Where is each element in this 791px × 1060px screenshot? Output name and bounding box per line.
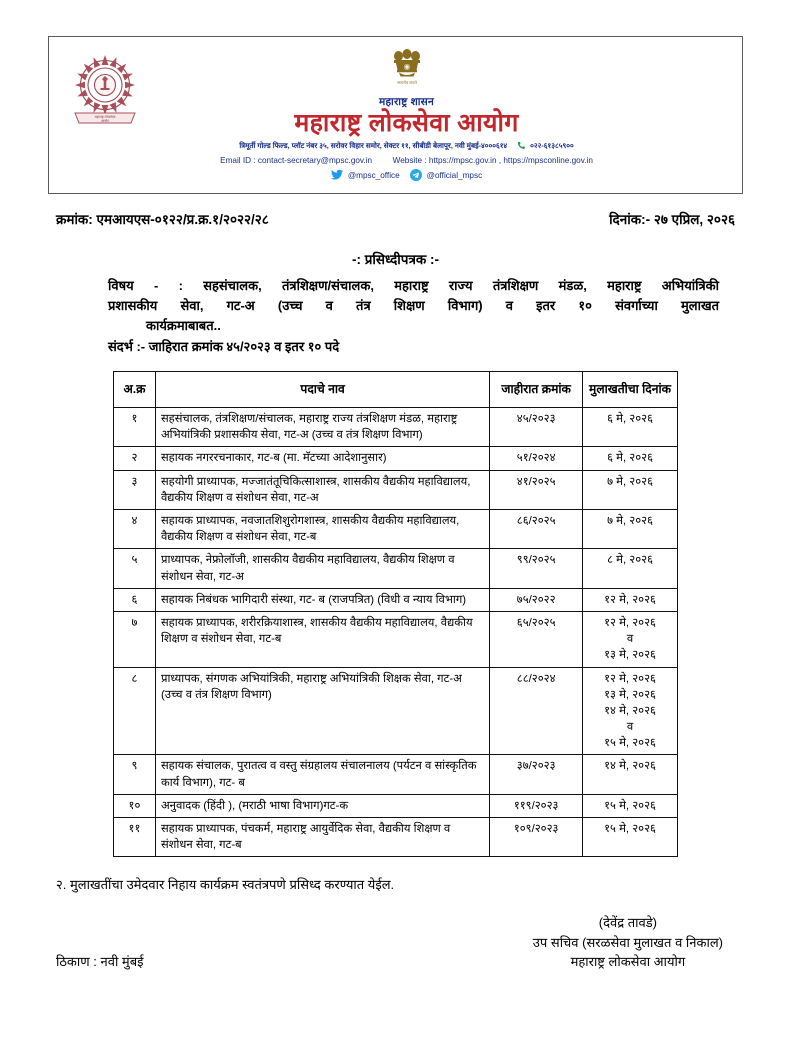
twitter-handle: @mpsc_office: [347, 171, 400, 180]
date-line: १५ मे, २०२६: [604, 823, 656, 835]
cell-advertisement-number: ९९/२०२५: [490, 549, 583, 588]
cell-interview-date: [583, 470, 678, 509]
column-header-advertisement: जाहीरात क्रमांक: [490, 372, 583, 408]
cell-post-name: सहायक प्राध्यापक, नवजातशिशुरोगशास्त्र, शासकीय वैद्यकीय महाविद्यालय, वैद्यकीय शिक्षण व संशोधन सेवा, गट-ब: [155, 510, 489, 549]
signer-name: (देवेंद्र तावडे): [598, 915, 658, 931]
column-header-interview-date: मुलाखतीचा दिनांक: [583, 372, 678, 408]
signer-organization: महाराष्ट्र लोकसेवा आयोग: [570, 954, 686, 970]
reference-number: क्रमांक: एमआयएस-०१२२/प्र.क्र.१/२०२२/२८: [56, 211, 269, 227]
address-row: [151, 141, 662, 152]
footer-note: २. मुलाखतींचा उमेदवार निहाय कार्यक्रम स्वतंत्रपणे प्रसिध्द करण्यात येईल.: [56, 877, 395, 893]
date-list: [588, 615, 672, 664]
cell-post-name: सहसंचालक, तंत्रशिक्षण/संचालक, महाराष्ट्र राज्य तंत्रशिक्षण मंडळ, महाराष्ट्र अभियांत्रिकी प्रशासकीय सेवा, गट-अ (उच्च व तंत्र शिक्षण विभाग): [155, 408, 489, 447]
cell-interview-date: [583, 667, 678, 755]
telegram-icon: [410, 169, 422, 183]
date-list: [588, 821, 672, 837]
table-row: [114, 667, 678, 755]
subject-line-3: कार्यक्रमाबाबत..: [146, 317, 221, 333]
cell-post-name: सहायक प्राध्यापक, शरीरक्रियाशास्त्र, शासकीय वैद्यकीय महाविद्यालय, वैद्यकीय शिक्षण व संशोधन सेवा, गट-ब: [155, 611, 489, 667]
cell-advertisement-number: ३७/२०२३: [490, 755, 583, 794]
date-line: १५ मे, २०२६: [604, 737, 656, 750]
cell-interview-date: [583, 611, 678, 667]
date-line: १२ मे, २०२६: [604, 616, 656, 629]
date-line: ७ मे, २०२६: [607, 515, 653, 527]
mpsc-seal-logo: [59, 45, 151, 129]
cell-sr: ९: [114, 755, 156, 794]
signer-designation: उप सचिव (सरळसेवा मुलाखत व निकाल): [532, 934, 723, 950]
cell-advertisement-number: ५१/२०२४: [490, 447, 583, 470]
svg-text:आयोग: आयोग: [100, 119, 110, 123]
cell-post-name: अनुवादक (हिंदी ), (मराठी भाषा विभाग)गट-क: [155, 794, 489, 817]
cell-advertisement-number: ४५/२०२३: [490, 408, 583, 447]
notice-kind: -: प्रसिध्दीपत्रक :-: [351, 251, 440, 267]
subject-line-1: विषय - : सहसंचालक, तंत्रशिक्षण/संचालक, महाराष्ट्र राज्य तंत्रशिक्षण मंडळ, महाराष्ट्र अभियांत्रिकी: [108, 277, 719, 293]
date-line: ६ मे, २०२६: [607, 413, 653, 426]
signature-block: [56, 913, 723, 972]
date-list: [588, 758, 672, 774]
date-list: [588, 552, 672, 568]
document-date: दिनांक:- २७ एप्रिल, २०२६: [609, 211, 735, 227]
cell-interview-date: [583, 794, 678, 817]
date-line: ६ मे, २०२६: [607, 452, 653, 465]
table-row: [114, 510, 678, 549]
twitter-icon: [331, 169, 343, 182]
cell-interview-date: [583, 549, 678, 588]
date-list: [588, 450, 672, 466]
subject-reference: संदर्भ :- जाहिरात क्रमांक ४५/२०२३ व इतर १० पदे: [108, 338, 340, 354]
place-line: ठिकाण : नवी मुंबई: [56, 953, 144, 969]
cell-advertisement-number: ११९/२०२३: [490, 794, 583, 817]
subject-block: [108, 276, 719, 358]
cell-post-name: सहायक प्राध्यापक, पंचकर्म, महाराष्ट्र आयुर्वेदिक सेवा, वैद्यकीय शिक्षण व संशोधन सेवा, गट-ब: [155, 818, 489, 857]
date-list: [588, 798, 672, 814]
letterhead: [48, 36, 743, 194]
date-line: १२ मे, २०२६: [604, 672, 656, 685]
date-line: ८ मे, २०२६: [607, 554, 653, 567]
date-list: [588, 513, 672, 529]
date-list: [588, 411, 672, 427]
table-row: [114, 611, 678, 667]
svg-text:महाराष्ट्र लोकसेवा: महाराष्ट्र लोकसेवा: [94, 115, 116, 119]
contact-row: [151, 156, 662, 165]
date-line: १४ मे, २०२६: [604, 760, 656, 773]
social-row: [151, 169, 662, 183]
cell-sr: ८: [114, 667, 156, 755]
govt-line: महाराष्ट्र शासन: [378, 96, 435, 108]
cell-post-name: सहायक संचालक, पुरातत्व व वस्तु संग्रहालय संचालनालय (पर्यटन व सांस्कृतिक कार्य विभाग), गट- ब: [155, 755, 489, 794]
cell-sr: ३: [114, 470, 156, 509]
phone-icon: [517, 141, 526, 152]
date-line: १५ मे, २०२६: [604, 799, 656, 812]
cell-post-name: सहायक निबंधक भागिदारी संस्था, गट- ब (राजपत्रित) (विधी व न्याय विभाग): [155, 588, 489, 611]
cell-advertisement-number: ८८/२०२४: [490, 667, 583, 755]
cell-post-name: प्राध्यापक, संगणक अभियांत्रिकी, महाराष्ट्र अभियांत्रिकी शिक्षक सेवा, गट-अ (उच्च व तंत्र शिक्षण विभाग): [155, 667, 489, 755]
document-page: [0, 36, 791, 1060]
subject-line-2: प्रशासकीय सेवा, गट-अ (उच्च व तंत्र शिक्षण विभाग) व इतर १० संवर्गाच्या मुलाखत: [108, 297, 719, 313]
table-header-row: [114, 372, 678, 408]
cell-sr: ५: [114, 549, 156, 588]
cell-sr: ७: [114, 611, 156, 667]
date-line: १२ मे, २०२६: [604, 593, 656, 606]
cell-interview-date: [583, 755, 678, 794]
cell-interview-date: [583, 408, 678, 447]
cell-interview-date: [583, 447, 678, 470]
cell-advertisement-number: ६५/२०२५: [490, 611, 583, 667]
cell-sr: ११: [114, 818, 156, 857]
table-row: [114, 408, 678, 447]
cell-interview-date: [583, 818, 678, 857]
table-row: [114, 818, 678, 857]
address-text: त्रिमूर्ती गोल्ड फिल्ड, प्लॉट नंबर ३५, सरोवर विहार समोर, सेक्टर ११, सीबीडी बेलापूर, नवी मुंबई-४०००६१४: [239, 141, 508, 150]
telegram-handle: @official_mpsc: [426, 171, 483, 180]
website-text: Website : https://mpsc.gov.in , https://mpsconline.gov.in: [392, 155, 593, 165]
cell-advertisement-number: ८६/२०२५: [490, 510, 583, 549]
date-line: व: [626, 633, 634, 646]
svg-text:सत्यमेव जयते: सत्यमेव जयते: [396, 80, 417, 85]
india-state-emblem: [386, 45, 428, 94]
signer: [533, 913, 723, 972]
email-text: Email ID : contact-secretary@mpsc.gov.in: [220, 155, 373, 165]
column-header-sr: अ.क्र: [114, 372, 156, 408]
table-row: [114, 588, 678, 611]
cell-post-name: प्राध्यापक, नेफ्रोलॉजी, शासकीय वैद्यकीय महाविद्यालय, वैद्यकीय शिक्षण व संशोधन सेवा, गट-अ: [155, 549, 489, 588]
column-header-post: पदाचे नाव: [155, 372, 489, 408]
organization-title: महाराष्ट्र लोकसेवा आयोग: [294, 109, 519, 137]
date-list: [588, 474, 672, 490]
cell-post-name: सहायक नगररचनाकार, गट-ब (मा. मॅटच्या आदेशानुसार): [155, 447, 489, 470]
cell-sr: १०: [114, 794, 156, 817]
cell-sr: ६: [114, 588, 156, 611]
date-line: १३ मे, २०२६: [604, 649, 656, 662]
table-row: [114, 447, 678, 470]
table-body: [114, 408, 678, 857]
cell-interview-date: [583, 588, 678, 611]
date-list: [588, 592, 672, 608]
cell-sr: २: [114, 447, 156, 470]
cell-advertisement-number: १०९/२०२३: [490, 818, 583, 857]
date-line: १३ मे, २०२६: [604, 688, 656, 701]
table-row: [114, 549, 678, 588]
cell-sr: ४: [114, 510, 156, 549]
reference-date-line: [56, 210, 735, 228]
cell-advertisement-number: ७५/२०२२: [490, 588, 583, 611]
date-line: १४ मे, २०२६: [604, 704, 656, 717]
phone-number: ०२२-६१३८५९००: [530, 141, 574, 150]
interview-schedule-table: [113, 371, 678, 857]
cell-post-name: सहयोगी प्राध्यापक, मज्जातंतूचिकित्साशास्त्र, शासकीय वैद्यकीय महाविद्यालय, वैद्यकीय शिक्षण व संशोधन सेवा, गट-अ: [155, 470, 489, 509]
cell-advertisement-number: ४१/२०२५: [490, 470, 583, 509]
date-list: [588, 671, 672, 752]
table-row: [114, 794, 678, 817]
table-row: [114, 470, 678, 509]
cell-sr: १: [114, 408, 156, 447]
cell-interview-date: [583, 510, 678, 549]
date-line: ७ मे, २०२६: [607, 475, 653, 488]
table-row: [114, 755, 678, 794]
date-line: व: [626, 721, 634, 734]
